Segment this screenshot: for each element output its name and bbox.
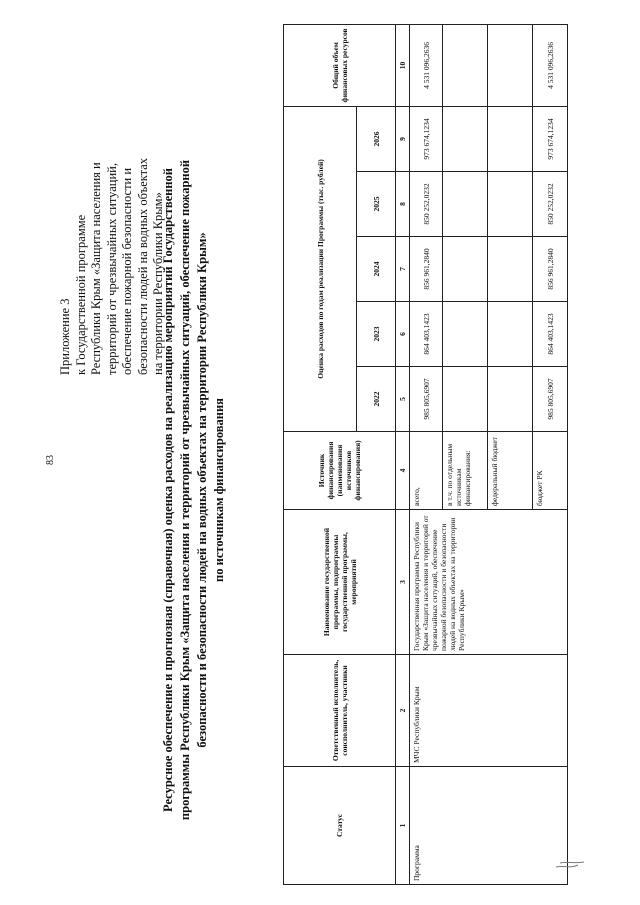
source-cell: бюджет РК	[533, 432, 568, 510]
value-cell	[488, 172, 533, 237]
header-executor: Ответственный исполнитель, соисполнитель, участники	[284, 655, 396, 767]
appendix-note	[58, 25, 167, 375]
value-cell: 856 961,2840	[410, 237, 443, 302]
table-row	[410, 24, 443, 884]
value-cell: 864 403,1423	[533, 302, 568, 367]
header-estimate: Оценка расходов по годам реализации Программы (тыс. рублей)	[284, 106, 357, 431]
value-cell	[443, 302, 488, 367]
column-number: 4	[396, 432, 410, 510]
source-cell: федеральный бюджет	[488, 432, 533, 510]
value-cell: 850 252,0232	[533, 172, 568, 237]
column-number: 8	[396, 172, 410, 237]
appendix-line: Республики Крым «Защита населения и	[89, 162, 103, 375]
column-number: 3	[396, 510, 410, 655]
value-cell	[443, 172, 488, 237]
funding-table	[283, 24, 568, 885]
executor-cell: МЧС Республики Крым	[410, 655, 568, 767]
header-total: Общий объем финансовых ресурсов	[284, 24, 396, 106]
column-number: 7	[396, 237, 410, 302]
source-cell: всего,	[410, 432, 443, 510]
appendix-line: обеспечение пожарной безопасности и	[120, 167, 134, 375]
value-cell: 973 674,1234	[533, 106, 568, 171]
value-cell	[443, 367, 488, 432]
header-sources: Источник финансирования (наименования источников финансирования)	[284, 432, 396, 510]
column-number: 1	[396, 767, 410, 885]
title-line: программы Республики Крым «Защита населения и территорий от чрезвычайных ситуаций, обеспечение пожарной	[178, 159, 192, 821]
value-cell	[488, 237, 533, 302]
header-year: 2023	[357, 302, 396, 367]
document-title	[160, 90, 228, 890]
page-number: 83	[45, 455, 56, 465]
header-year: 2025	[357, 172, 396, 237]
scan-mark-icon	[550, 845, 590, 885]
source-cell: в т.ч. по отдельным источникам финансирования:	[443, 432, 488, 510]
value-cell: 973 674,1234	[410, 106, 443, 171]
value-cell	[488, 302, 533, 367]
header-year: 2024	[357, 237, 396, 302]
total-cell: 4 531 096,2636	[533, 24, 568, 106]
column-number: 2	[396, 655, 410, 767]
column-number: 9	[396, 106, 410, 171]
value-cell	[488, 106, 533, 171]
appendix-line: безопасности людей на водных объектах	[135, 157, 150, 375]
header-status: Статус	[284, 767, 396, 885]
value-cell: 985 805,6907	[533, 367, 568, 432]
total-cell: 4 531 096,2636	[410, 24, 443, 106]
value-cell	[443, 106, 488, 171]
total-cell	[488, 24, 533, 106]
appendix-line: территорий от чрезвычайных ситуаций,	[104, 163, 119, 375]
header-row	[284, 24, 357, 884]
value-cell	[488, 367, 533, 432]
program-name-cell: Государственная программа Республики Крым «Защита населения и территорий от чрезвычайных ситуаций, обеспечение пожарной безопасности и безопасности людей на водных объектах на территории Республики Крым»	[410, 510, 568, 655]
column-number: 6	[396, 302, 410, 367]
value-cell	[443, 237, 488, 302]
header-year: 2026	[357, 106, 396, 171]
column-number: 10	[396, 24, 410, 106]
header-year: 2022	[357, 367, 396, 432]
total-cell	[443, 24, 488, 106]
status-cell: Программа	[410, 767, 568, 885]
title-line: безопасности и безопасности людей на водных объектах на территории Республики Крым»	[195, 232, 209, 748]
appendix-line: к Государственной программе	[73, 214, 88, 375]
appendix-line: Приложение 3	[58, 298, 72, 375]
value-cell: 856 961,2840	[533, 237, 568, 302]
value-cell: 864 403,1423	[410, 302, 443, 367]
value-cell: 850 252,0232	[410, 172, 443, 237]
column-number: 5	[396, 367, 410, 432]
value-cell: 985 805,6907	[410, 367, 443, 432]
appendix-line: на территории Республики Крым»	[151, 192, 165, 375]
column-number-row	[396, 24, 410, 884]
title-line: по источникам финансирования	[212, 398, 226, 582]
title-line: Ресурсное обеспечение и прогнозная (справочная) оценка расходов на реализацию мероприятий Государственной	[161, 168, 175, 812]
header-name: Наименование государственной программы, подпрограммы государственной программы, мероприятий	[284, 510, 396, 655]
